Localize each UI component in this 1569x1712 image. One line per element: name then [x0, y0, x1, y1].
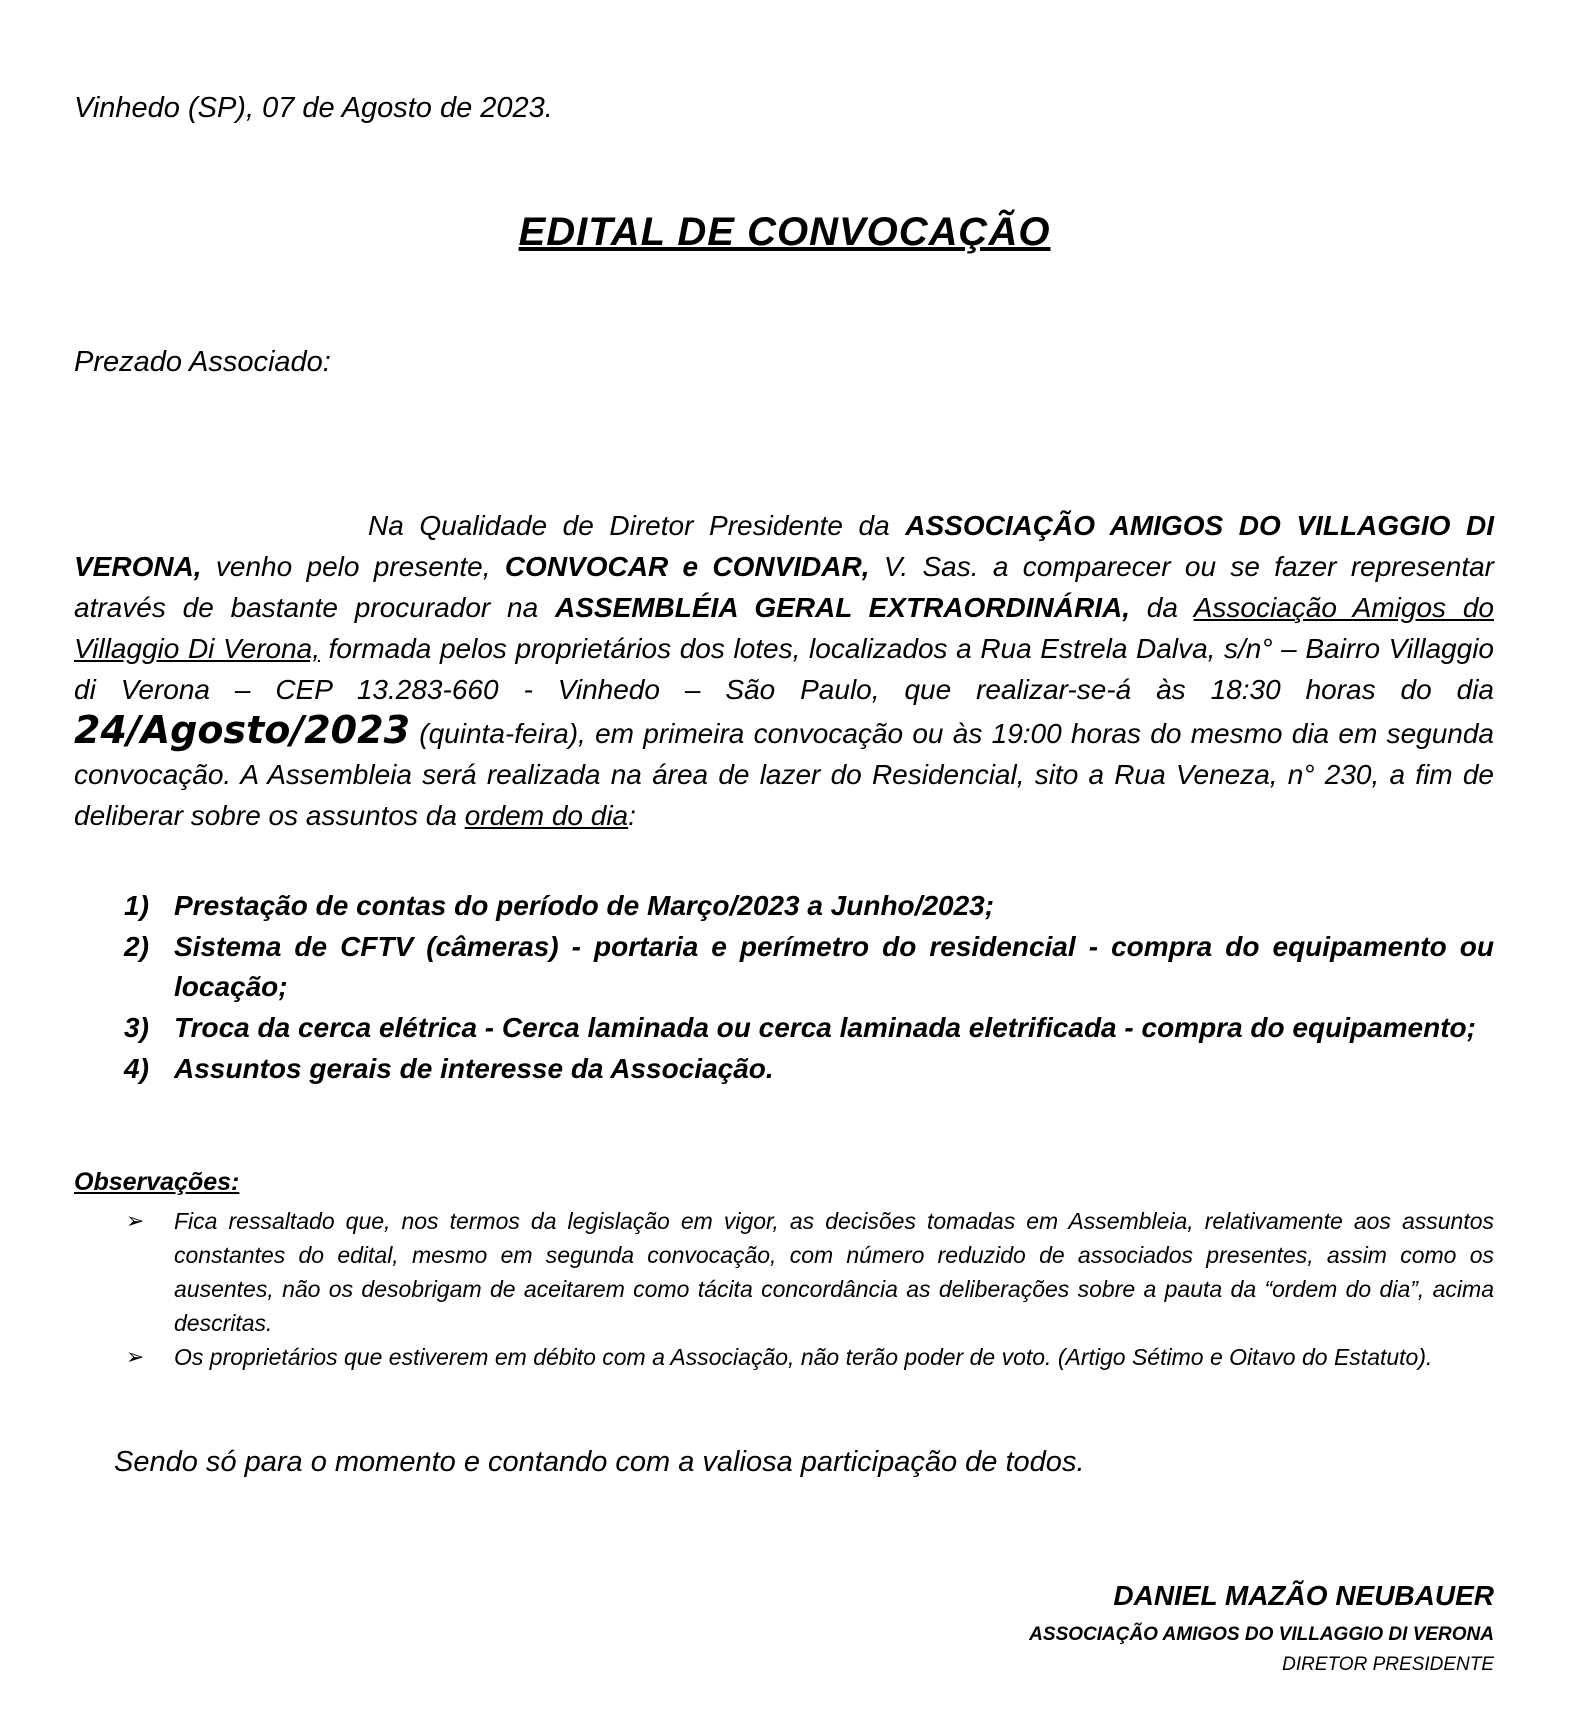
- observation-item: [126, 1204, 1494, 1340]
- body-paragraph: [74, 505, 1494, 836]
- signature-role: DIRETOR PRESIDENTE: [1282, 1654, 1494, 1675]
- observation-text: Os proprietários que estiverem em débito com a Associação, não terão poder de voto. (Artigo Sétimo e Oitavo do Estatuto).: [174, 1344, 1433, 1370]
- agenda-item: [124, 1008, 1494, 1048]
- agenda-item-number: 4): [124, 1053, 149, 1084]
- meeting-date: 24/Agosto/2023: [74, 708, 411, 752]
- body-text-6: (quinta-feira), em primeira convocação ou às 19:00 horas do mesmo dia em segunda convocação. A Assembleia será realizada na área de lazer do Residencial, sito a Rua Veneza, n° 230, a fim de deliberar sobre os assuntos da: [74, 718, 1494, 831]
- closing-sentence: Sendo só para o momento e contando com a valiosa participação de todos.: [114, 1446, 1085, 1478]
- signature-name: DANIEL MAZÃO NEUBAUER: [1113, 1580, 1494, 1611]
- arrow-bullet-icon: ➢: [126, 1208, 145, 1233]
- body-text-1: Na Qualidade de Diretor Presidente da: [368, 510, 906, 541]
- observation-text: Fica ressaltado que, nos termos da legislação em vigor, as decisões tomadas em Assembleia, relativamente aos assuntos constantes do edital, mesmo em segunda convocação, com número reduzido de associados presentes, assim como os ausentes, não os desobrigam de aceitarem como tácita concordância as deliberações sobre a pauta da “ordem do dia”, acima descritas.: [174, 1208, 1494, 1336]
- association-underlined: Associação Amigos do Villaggio Di Verona,: [74, 592, 1494, 664]
- association-name: ASSOCIAÇÃO AMIGOS DO VILLAGGIO DI VERONA,: [74, 510, 1494, 582]
- agenda-item: [124, 1049, 1494, 1089]
- date-line: Vinhedo (SP), 07 de Agosto de 2023.: [74, 92, 553, 124]
- signature-organization: ASSOCIAÇÃO AMIGOS DO VILLAGGIO DI VERONA: [1029, 1624, 1494, 1645]
- agenda-item: [124, 927, 1494, 1007]
- agenda-item-text: Assuntos gerais de interesse da Associação.: [174, 1053, 774, 1084]
- body-text-2: venho pelo presente,: [201, 551, 505, 582]
- agenda-item: [124, 886, 1494, 926]
- agenda-item-number: 3): [124, 1012, 149, 1043]
- agenda-item-number: 2): [124, 931, 149, 962]
- observations-list: [126, 1204, 1494, 1374]
- salutation: Prezado Associado:: [74, 346, 331, 378]
- agenda-item-text: Prestação de contas do período de Março/2023 a Junho/2023;: [174, 890, 995, 921]
- body-text-4: da: [1129, 592, 1194, 623]
- observation-item: [126, 1340, 1494, 1374]
- agenda-item-text: Troca da cerca elétrica - Cerca laminada ou cerca laminada eletrificada - compra do equipamento;: [174, 1012, 1476, 1043]
- agenda-list: [124, 886, 1494, 1090]
- agenda-item-text: Sistema de CFTV (câmeras) - portaria e perímetro do residencial - compra do equipamento ou locação;: [174, 931, 1494, 1002]
- arrow-bullet-icon: ➢: [126, 1344, 145, 1369]
- body-text-5: formada pelos proprietários dos lotes, localizados a Rua Estrela Dalva, s/n° – Bairro Villaggio di Verona – CEP 13.283-660 - Vinhedo – São Paulo, que realizar-se-á às 18:30 horas do dia: [74, 633, 1494, 705]
- agenda-item-number: 1): [124, 890, 149, 921]
- observations-title: Observações:: [74, 1168, 240, 1196]
- body-text-3: V. Sas. a comparecer ou se fazer representar através de bastante procurador na: [74, 551, 1494, 623]
- document-title: EDITAL DE CONVOCAÇÃO: [518, 210, 1051, 254]
- convocar-text: CONVOCAR e CONVIDAR,: [504, 551, 870, 582]
- assembly-name: ASSEMBLÉIA GERAL EXTRAORDINÁRIA,: [554, 592, 1130, 623]
- body-text-7: :: [628, 800, 636, 831]
- agenda-link-text: ordem do dia: [464, 800, 629, 831]
